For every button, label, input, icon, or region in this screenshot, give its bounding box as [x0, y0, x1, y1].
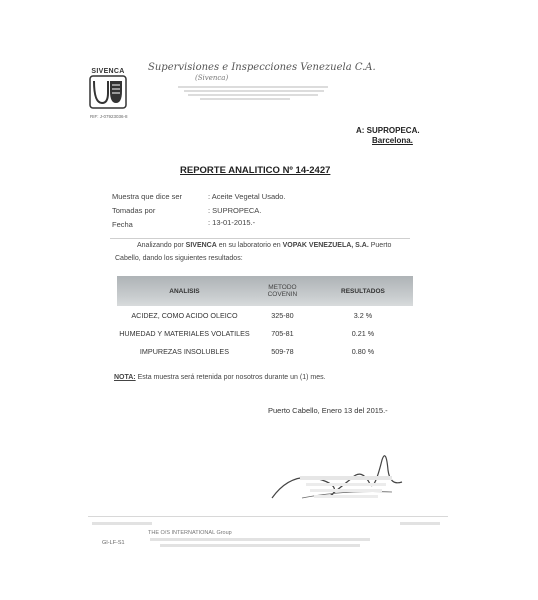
header-method: METODO COVENIN: [252, 276, 313, 306]
report-title: REPORTE ANALITICO Nº 14-2427: [180, 165, 331, 176]
cell-result: 3.2 %: [353, 310, 373, 320]
official-stamp: [300, 474, 392, 501]
intro-lab: VOPAK VENEZUELA, S.A.: [282, 242, 369, 249]
results-table: [117, 276, 413, 360]
cell-analysis: ACIDEZ, COMO ACIDO OLEICO: [131, 310, 238, 320]
cell-result: 0.80 %: [351, 346, 375, 356]
cell-method: 509-78: [271, 346, 294, 356]
intro-company: SIVENCA: [185, 242, 217, 249]
retention-note: [114, 374, 326, 381]
logo-name: SIVENCA: [91, 68, 125, 75]
table-header-row: [117, 276, 413, 306]
company-address-block: [178, 86, 328, 100]
company-name: Supervisiones e Inspecciones Venezuela C.A.: [148, 62, 376, 73]
cell-method: 705-81: [271, 328, 294, 338]
footer-group-text: THE O/S INTERNATIONAL Group: [148, 530, 232, 536]
cell-result: 0.21 %: [351, 328, 375, 338]
table-row: [117, 342, 413, 360]
footer-code: GI-LF-S1: [102, 540, 125, 546]
header-analysis: ANALISIS: [117, 276, 252, 306]
place-date: Puerto Cabello, Enero 13 del 2015.-: [268, 406, 388, 415]
company-logo: [88, 68, 128, 112]
note-label: NOTA:: [114, 374, 136, 381]
table-row: [117, 324, 413, 342]
logo-emblem-icon: [88, 75, 128, 109]
intro-suffix: Puerto: [370, 242, 392, 249]
intro-prefix: Analizando por: [137, 242, 184, 249]
addressee-name: A: SUPROPECA.: [356, 126, 420, 135]
sample-value: : Aceite Vegetal Usado.: [208, 192, 286, 201]
cell-method: 325-80: [271, 310, 294, 320]
intro-mid: en su laboratorio en: [218, 242, 281, 249]
rif-number: RIF: J-07923036-8: [90, 114, 128, 119]
note-text: Esta muestra será retenida por nosotros durante un (1) mes.: [137, 374, 326, 381]
taken-by-label: Tomadas por: [112, 206, 156, 215]
intro-line-2: Cabello, dando los siguientes resultados:: [115, 255, 243, 262]
table-row: [117, 306, 413, 324]
addressee-city: Barcelona.: [372, 136, 413, 145]
cell-analysis: IMPUREZAS INSOLUBLES: [139, 346, 229, 356]
date-value: : 13-01-2015.-: [208, 218, 256, 227]
header-results: RESULTADOS: [313, 276, 413, 306]
taken-by-value: : SUPROPECA.: [208, 206, 262, 215]
company-short: (Sivenca): [195, 74, 229, 82]
cell-analysis: HUMEDAD Y MATERIALES VOLATILES: [119, 328, 250, 338]
sample-label: Muestra que dice ser: [112, 192, 183, 201]
date-label: Fecha: [112, 220, 133, 229]
intro-paragraph: [115, 239, 415, 253]
footer-divider: [88, 516, 448, 517]
